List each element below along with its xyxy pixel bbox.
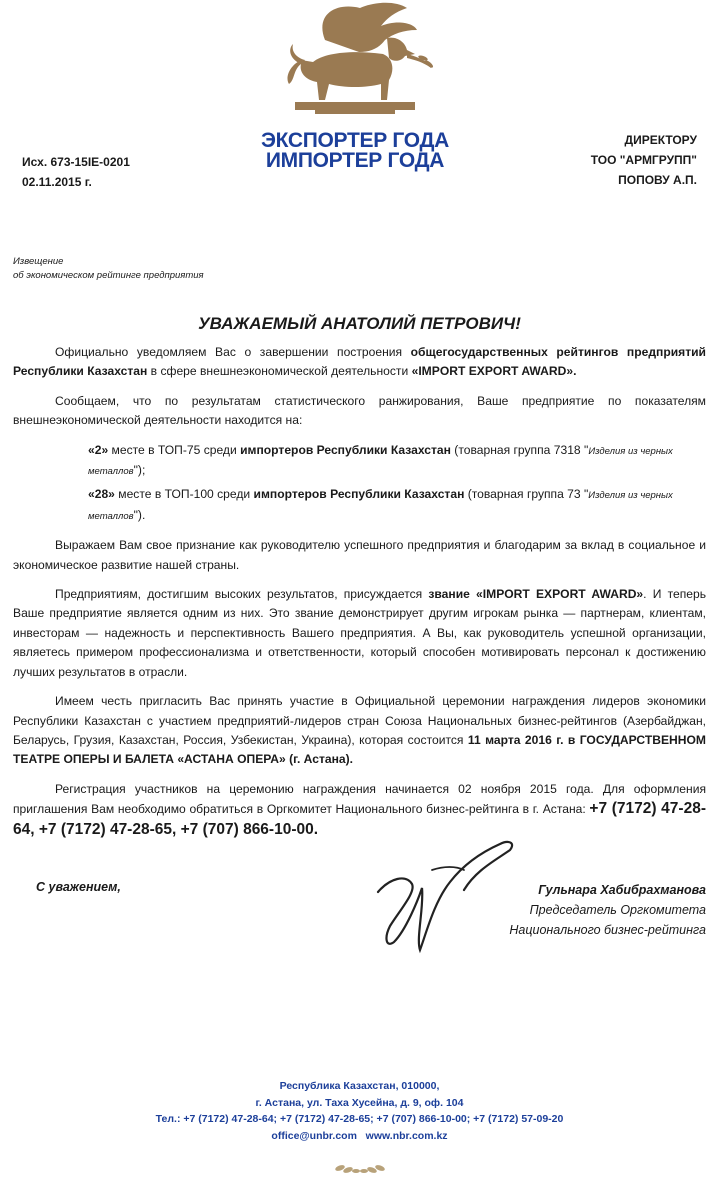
rank: «28» [88,487,115,502]
footer-contacts [0,1078,719,1144]
paragraph: Выражаем Вам свое признание как руководителю успешного предприятия и благодарим за вклад в социальное и экономическое развитие нашей страны. [13,538,706,572]
text-run-bold: импортеров Республики Казахстан [253,487,465,502]
signer-title: Национального бизнес-рейтинга [509,923,706,937]
footer-line: office@unbr.com www.nbr.com.kz [271,1129,448,1142]
text-run: Регистрация участников на церемонию награждения начинается 02 ноября 2015 года. Для оформления приглашения Вам необходимо обратиться в Оргкомитет Национального бизнес-рейтинга в г. Астана: [13,781,706,817]
paragraph [13,692,706,770]
addressee-line: ДИРЕКТОРУ [624,133,697,147]
text-run: месте в ТОП-75 среди [108,442,241,457]
laurel-ornament-icon [330,1158,390,1178]
griffin-emblem-icon [255,0,455,125]
text-run: Имеем честь пригласить Вас принять участие в Официальной церемонии награждения лидеров экономики Республики Казахстан с участием предприятий-лидеров стран Союза Национальных бизнес-рейтингов (Азербайджан, Беларусь, Грузия, Казахстан, Россия, Узбекистан, Украина), которая состоится [13,694,706,747]
text-run: Предприятиям, достигшим высоких результатов, присуждается [55,587,429,602]
text-run: Официально уведомляем Вас о завершении построения [55,345,411,359]
text-run: . И теперь Ваше предприятие является одним из них. Это звание демонстрирует другим игрокам рынка — партнерам, клиентам, инвесторам — надежность и перспективность Вашего предприятия. А Вы, как руководитель успешной организации, являетесь примером профессионализма и ответственности, который способен мотивировать персонал к достижению лучших результатов в отрасли. [13,587,707,679]
salutation: УВАЖАЕМЫЙ АНАТОЛИЙ ПЕТРОВИЧ! [198,314,521,333]
reference-date: 02.11.2015 г. [22,175,92,189]
logo [255,0,455,175]
text-run: в сфере внешнеэкономической деятельности [147,364,412,379]
text-run: "); [133,463,146,478]
footer-line: Тел.: +7 (7172) 47-28-64; +7 (7172) 47-28-65; +7 (707) 866-10-00; +7 (7172) 57-09-20 [155,1113,564,1125]
reference-block [22,152,130,192]
text-run-bold: 11 марта 2016 г. в ГОСУДАРСТВЕННОМ ТЕАТРЕ ОПЕРЫ И БАЛЕТА «АСТАНА ОПЕРА» (г. Астана). [13,732,706,767]
reference-number: Исх. 673-15IE-0201 [22,155,130,169]
addressee-line: ПОПОВУ А.П. [618,173,697,187]
rating-item [13,441,706,482]
signer-block [509,880,706,940]
text-run-bold: импортеров Республики Казахстан [240,442,451,457]
text-run-bold: общегосударственных рейтингов предприятий Республики Казахстан [13,345,706,379]
text-run: "). [133,507,146,522]
phone-numbers: +7 (7172) 47-28-64, +7 (7172) 47-28-65, +7 (707) 866-10-00. [13,800,706,838]
text-run-italic: Изделия из черных металлов [88,490,673,522]
notice-caption [13,255,204,283]
text-run-italic: Изделия из черных металлов [88,445,673,478]
addressee-block [591,130,697,190]
rating-item [13,485,706,526]
footer-line: г. Астана, ул. Таха Хусейна, д. 9, оф. 104 [255,1096,464,1109]
letter-body [13,343,706,850]
text-run-bold: звание «IMPORT EXPORT AWARD» [428,587,644,602]
notice-line: Извещение [13,256,64,267]
text-run: месте в ТОП-100 среди [114,487,254,502]
paragraph: Сообщаем, что по результатам статистического ранжирования, Ваше предприятие по показателям внешнеэкономической деятельности находится на: [13,393,706,428]
text-run: (товарная группа 73 " [464,487,589,502]
text-run-bold: «IMPORT EXPORT AWARD». [411,364,577,379]
logo-title-importer: ИМПОРТЕР ГОДА [265,149,445,172]
regards: С уважением, [36,880,121,894]
addressee-line: ТОО "АРМГРУПП" [590,153,697,167]
paragraph [13,343,706,382]
notice-line: об экономическом рейтинге предприятия [13,270,204,281]
rank: «2» [88,442,109,457]
signer-name: Гульнара Хабибрахманова [538,883,706,897]
paragraph [13,585,706,682]
text-run: (товарная группа 7318 " [450,442,589,457]
footer-line: Республика Казахстан, 010000, [279,1080,440,1092]
logo-title-exporter: ЭКСПОРТЕР ГОДА [260,129,450,152]
signer-title: Председатель Оргкомитета [529,903,706,917]
